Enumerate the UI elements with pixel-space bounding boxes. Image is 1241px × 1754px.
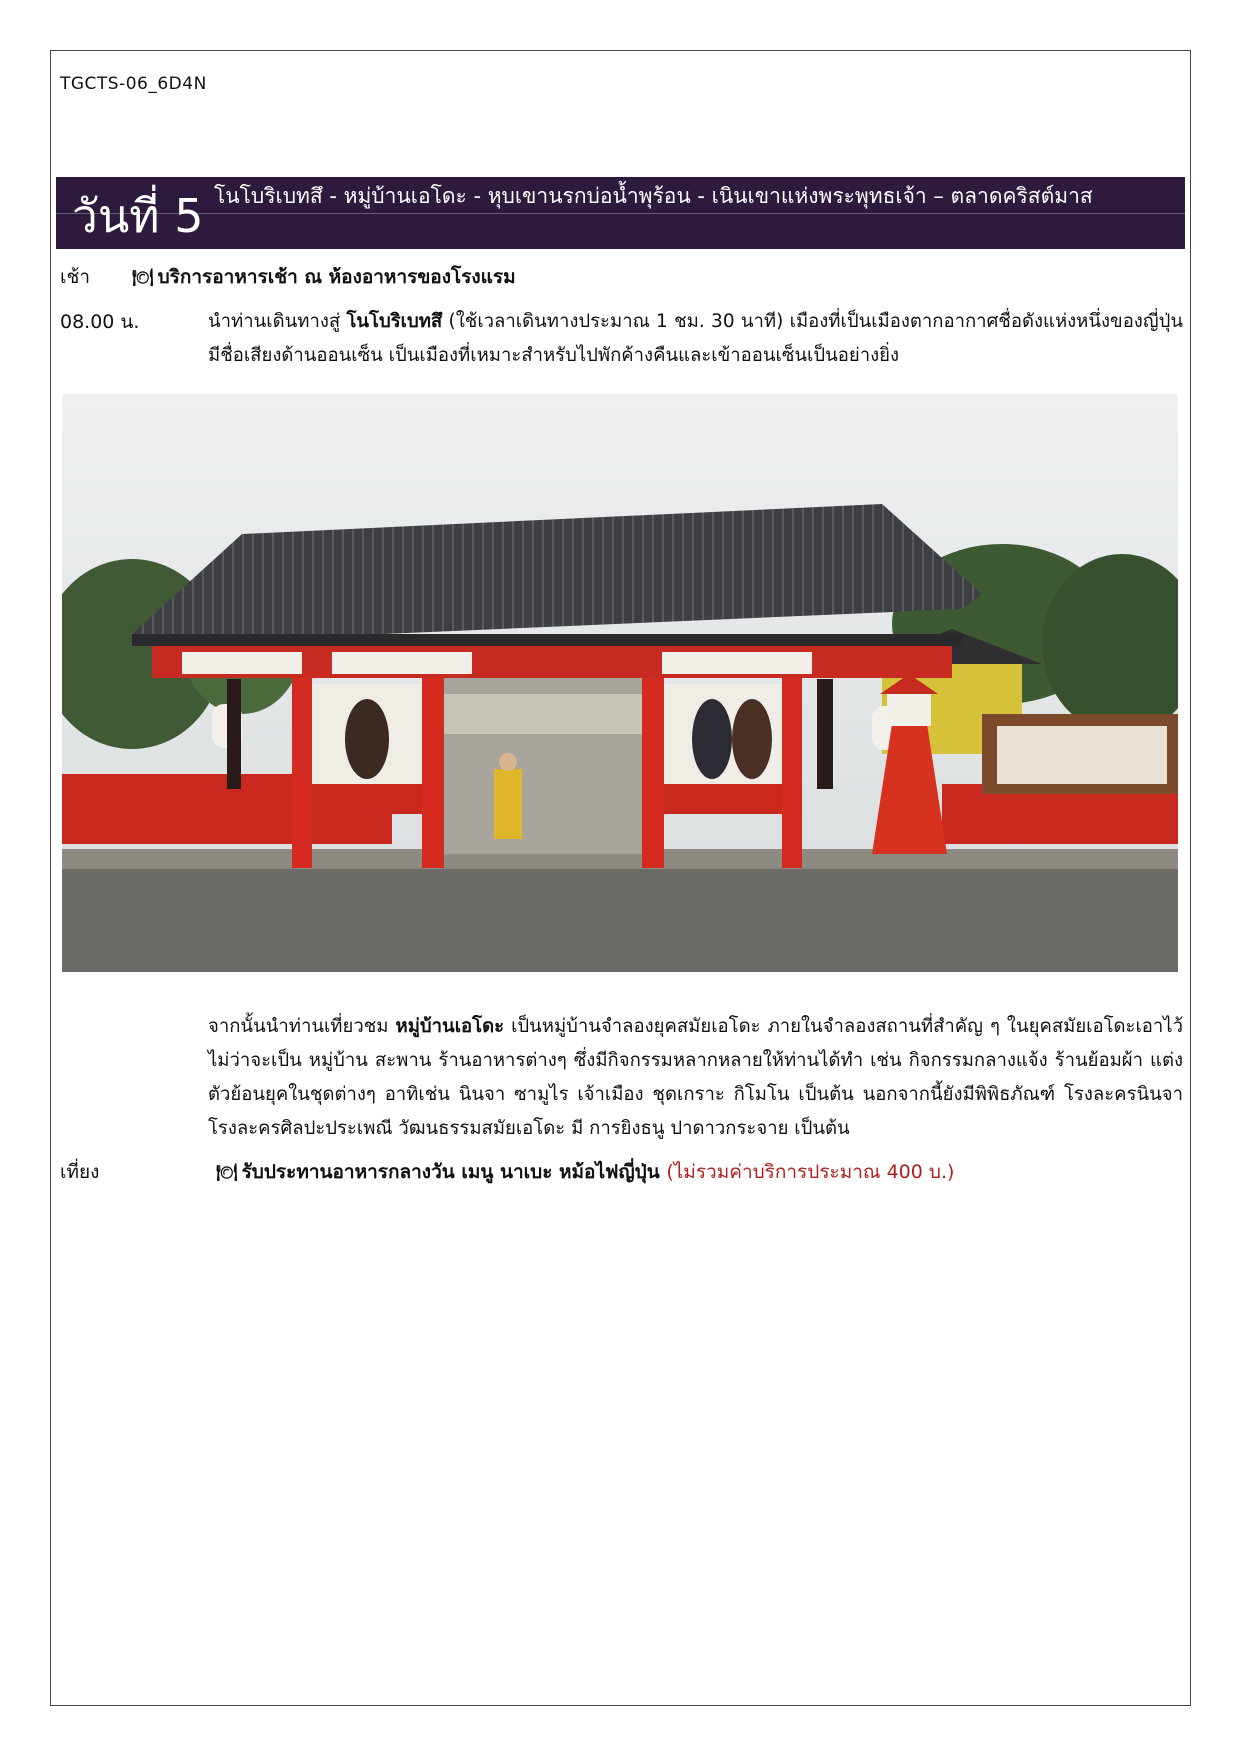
day-label: วันที่ 5 <box>72 189 204 243</box>
lunch-price-note: (ไม่รวมค่าบริการประมาณ 400 บ.) <box>666 1161 955 1183</box>
meal-icon: 🍽 <box>216 1163 238 1183</box>
breakfast-text: บริการอาหารเช้า ณ ห้องอาหารของโรงแรม <box>157 266 516 288</box>
time-0800: 08.00 น. <box>60 311 140 333</box>
breakfast-item <box>132 260 516 295</box>
edo-place: หมู่บ้านเอโดะ <box>395 1016 505 1037</box>
meal-icon: 🍽 <box>132 268 154 288</box>
edo-village-gate-photo <box>62 394 1178 972</box>
breakfast-time: เช้า <box>60 266 91 288</box>
noboribetsu-description: (ใช้เวลาเดินทางประมาณ 1 ชม. 30 นาที) เมืองที่เป็นเมืองตากอากาศชื่อดังแห่งหนึ่งของญี่ปุ่น มีชื่อเสียงด้านออนเซ็น เป็นเมืองที่เหมาะสำหรับไปพักค้างคืนและเข้าออนเซ็นเป็นอย่างยิ่ง <box>208 311 1183 366</box>
noboribetsu-place: โนโบริเบทสึ <box>346 311 443 332</box>
document-code: TGCTS-06_6D4N <box>60 74 207 94</box>
day-route: โนโบริเบทสึ - หมู่บ้านเอโดะ - หุบเขานรกบ่อน้ำพุร้อน - เนินเขาแห่งพระพุทธเจ้า – ตลาดคริสต์มาส <box>214 184 1093 208</box>
lunch-item <box>216 1155 954 1190</box>
lunch-text: รับประทานอาหารกลางวัน เมนู นาเบะ หม้อไฟญี่ปุ่น <box>241 1161 660 1183</box>
edo-description: เป็นหมู่บ้านจำลองยุคสมัยเอโดะ ภายในจำลองสถานที่สำคัญ ๆ ในยุคสมัยเอโดะเอาไว้ ไม่ว่าจะเป็น หมู่บ้าน สะพาน ร้านอาหารต่างๆ ซึ่งมีกิจกรรมหลากหลายให้ท่านได้ทำ เช่น กิจกรรมกลางแจ้ง ร้านย้อมผ้า แต่งตัวย้อนยุคในชุดต่างๆ อาทิเช่น นินจา ซามูไร เจ้าเมือง ชุดเกราะ กิโมโน เป็นต้น นอกจากนี้ยังมีพิพิธภัณฑ์ โรงละครนินจา โรงละครศิลปะประเพณี วัฒนธรรมสมัยเอโดะ มี การยิงธนู ปาดาวกระจาย เป็นต้น <box>208 1016 1183 1139</box>
noboribetsu-paragraph <box>208 305 1183 373</box>
lunch-time: เที่ยง <box>60 1161 100 1183</box>
edo-village-paragraph <box>208 1010 1183 1146</box>
day-banner <box>56 177 1185 249</box>
banner-rule <box>56 213 1185 214</box>
noboribetsu-intro: นำท่านเดินทางสู่ <box>208 311 347 332</box>
edo-intro: จากนั้นนำท่านเที่ยวชม <box>208 1016 396 1037</box>
